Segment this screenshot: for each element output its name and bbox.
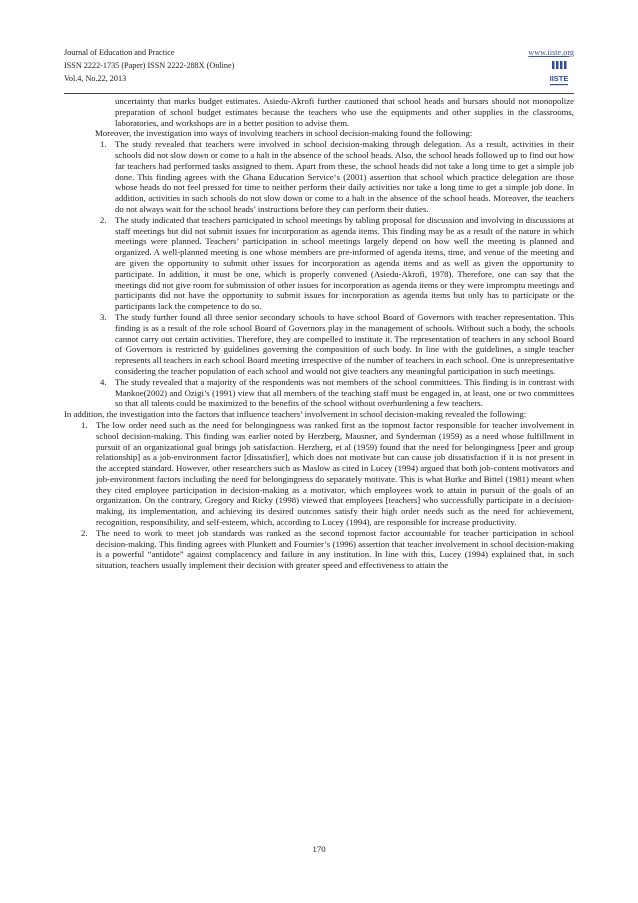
journal-header [64,46,574,85]
decision-making-intro: Moreover, the investigation into ways of involving teachers in school decision-making found the following: [95,128,473,139]
journal-volume: Vol.4, No.22, 2013 [64,74,127,83]
header-rule [64,93,574,94]
journal-issn: ISSN 2222-1735 (Paper) ISSN 2222-288X (Online) [64,61,235,70]
factors-intro: In addition, the investigation into the factors that influence teachers’ involvement in school decision-making revealed the following: [64,409,527,420]
journal-title: Journal of Education and Practice [64,48,175,57]
list-item: 1. The low order need such as the need for belongingness was ranked first as the topmost factor responsible for teacher involvement in school decision-making. This finding was earlier noted by Herzberg, Mausner, and Synderman (1959) as a need whose fulfillment in pursuit of an organizational goal brings job satisfaction. Herzberg, et al (1959) found that the need for belongingness [peer and group relationship] as a job-environment factor [dissatisfier], which does not motivate but can cause job dissatisfaction if it is not present in the accepted standard. However, other researchers such as Maslow as cited in Lucey (1994) argued that both job-content motivators and job-environment factors including the need for belongingness do separately motivate. This is what Burke and Bittel (1981) meant when they cited employee participation in decision-making as a motivator, which employees work to attain in pursuit of the goals of an organization. On the contrary, Gregory and Ricky (1998) viewed that employees [teachers] who successfully participate in a decision-making, its implementation, and achieving its desired outcomes satisfy their high order needs such as the need for achievement, recognition, responsibility, and self-esteem, which, according to Lucey (1994), are responsible for increase productivity. [81,419,574,528]
list-item: 4. The study revealed that a majority of the respondents was not members of the school committees. This finding is in contrast with Mankoe(2002) and Ozigi’s (1991) view that all members of the teaching staff must be engaged in, at least, one or two committees so that all talents could be maximized to the benefits of the school without overburdening a few teachers. [100,376,574,409]
findings-list [64,139,574,409]
list-item: 2. The study indicated that teachers participated in school meetings by tabling proposal for discussion and involving in discussions at staff meetings but did not submit issues for incorporation as agenda items. This finding may be as a result of the nature in which meetings were planned. Teachers’ participation in school meetings largely depend on how well the meeting is planned and organized. A well-planned meeting is one whose members are pre-informed of agenda items, time, and venue of the meeting and are given the opportunity to submit other issues for incorporation as agenda items and as well as given the opportunity to participate. In addition, it must be one, which is properly convened (Asiedu-Akrofi, 1978). Therefore, one can say that the meetings did not give room for submission of other issues for incorporation as agenda items or they were impromptu meetings and participants did not have the opportunity to submit issues for incorporation as agenda items but only has to participate or the participants lack the competence to do so. [100,214,574,312]
list-item: 2. The need to work to meet job standards was ranked as the second topmost factor accountable for teacher participation in school decision-making. This finding agrees with Plunkett and Fournier’s (1996) assertion that teacher involvement in school decision-making is a powerful “antidote” against complacency and failure in any institution. In line with this, Lucey (1994) explained that, in such situation, teachers usually implement their decision with greater speed and effectiveness to attain the [81,527,574,571]
page-number: 170 [312,844,326,854]
continued-paragraph: uncertainty that marks budget estimates. Asiedu-Akrofi further cautioned that school heads and bursars should not monopolize preparation of school budget estimates because the teachers who use the equipments and other supplies in the classrooms, laboratories, and workshops are in a better position to advise them. [115,96,574,128]
list-item: 1. The study revealed that teachers were involved in school decision-making through delegation. As a result, activities in their schools did not slow down or come to a halt in the absence of the school heads. Also, the school heads followed up to find out how far teachers had performed tasks assigned to them. Apart from these, the school heads did not take a long time to get a simple job done. This finding agrees with the Ghana Education Service‘s (2001) assertion that school which practice delegation are those whose heads do not feel pressed for time to neither perform their daily activities nor take a long time to get a simple job done. In addition, activities in such schools do not slow down or come to a halt in the absence of the school heads. Moreover, the teachers do not always wait for the school heads’ instructions before they can perform their duties. [100,139,574,214]
svg-text:IISTE: IISTE [549,74,569,83]
journal-url-link[interactable]: www.iiste.org [528,48,574,57]
iiste-logo-icon [548,60,570,90]
list-item: 3. The study further found all three senior secondary schools to have school Board of Governors with teacher representation. This finding is as a result of the role school Board of Governors play in the management of schools. Without such a body, the schools cannot carry out certain activities. Therefore, they are compelled to institute it. The representation of teachers in any school Board of Governors is restricted by guidelines governing the composition of such body. In line with the guidelines, a single teacher represents all teachers in each school Board meeting irrespective of the number of teachers in each school. One is unrepresentative considering the teacher population of each school and would not give teachers any meaningful participation in such meetings. [100,311,574,376]
factors-list [64,420,574,571]
article-body [64,96,574,571]
